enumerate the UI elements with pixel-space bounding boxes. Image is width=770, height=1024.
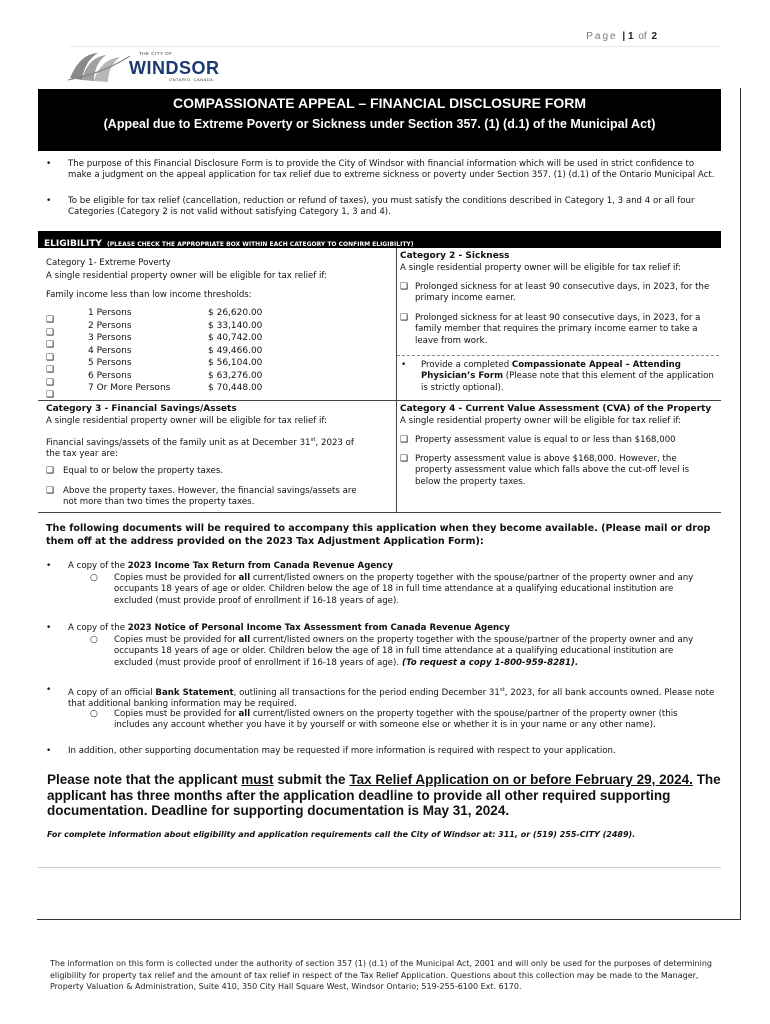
list-item bbox=[46, 357, 386, 375]
doc-bank-statement bbox=[68, 685, 718, 710]
cat1-amount: $ 33,140.00 bbox=[208, 320, 263, 331]
cat3-title: Category 3 - Financial Savings/Assets bbox=[46, 404, 237, 414]
cat2-physician-form bbox=[421, 360, 717, 394]
list-item bbox=[46, 307, 386, 325]
cat3-lead-b: , 2023 of bbox=[315, 437, 354, 448]
cat4-option-above: Property assessment value is above $168,000. However, the property assessment value which falls above the cut-off level is below the property taxes. bbox=[415, 454, 690, 487]
doc1-requirement bbox=[114, 573, 714, 607]
eligibility-heading: ELIGIBILITY bbox=[44, 239, 102, 249]
bullet-icon: • bbox=[46, 561, 52, 571]
intro-purpose: The purpose of this Financial Disclosure Form is to provide the City of Windsor with financial information which will be used in strict confidence to make a judgment on the appeal application for tax relief due to extreme sickness or poverty under Section 357. (1) (d.1) of the Ontario Municipal Act. bbox=[68, 159, 715, 181]
doc1-bold: 2023 Income Tax Return from Canada Revenue Agency bbox=[127, 561, 393, 571]
notice-p1: Please note that the applicant bbox=[47, 772, 242, 787]
cat3-lead bbox=[46, 435, 386, 460]
cat3-option-equal: Equal to or below the property taxes. bbox=[63, 466, 224, 476]
bullet-icon: • bbox=[46, 196, 52, 206]
cat1-desc: A single residential property owner will be eligible for tax relief if: bbox=[46, 271, 328, 281]
doc3-requirement bbox=[114, 709, 714, 732]
page-number: Page | 1 of 2 bbox=[586, 31, 657, 42]
cat1-persons: 3 Persons bbox=[88, 333, 132, 343]
title-band bbox=[38, 89, 721, 151]
doc-income-tax-return bbox=[68, 561, 718, 572]
checkbox-icon[interactable]: ❑ bbox=[400, 454, 409, 464]
logo-name: WINDSOR bbox=[129, 58, 220, 78]
circle-bullet-icon: ○ bbox=[90, 709, 98, 719]
doc1-sub-post: current/listed owners on the property together with the spouse/partner of the property owner and any occupants 18 years of age or older. Children below the age of 18 in full time attendance at a qualifying educational institution are excluded (must provide proof of enrollment if 16-18 years of age). bbox=[114, 573, 694, 606]
doc2-sub-phone: (To request a copy 1-800-959-8281). bbox=[399, 657, 579, 668]
doc1-sub-bold: all bbox=[238, 573, 251, 583]
doc-other-supporting: In addition, other supporting documentation may be requested if more information is required with respect to your application. bbox=[68, 746, 616, 756]
notice-p3: The applicant has three months after the application deadline to provide all other required supporting documentation. Deadline for supporting documentation is May 31, 2024. bbox=[47, 772, 721, 818]
checkbox-icon[interactable]: ❑ bbox=[46, 352, 55, 363]
page-current: 1 bbox=[627, 31, 634, 42]
doc2-requirement bbox=[114, 635, 714, 669]
list-item bbox=[46, 332, 386, 350]
logo-swoosh-icon bbox=[68, 50, 132, 84]
cat3-lead-sup: st bbox=[310, 437, 316, 443]
doc3-sup: st bbox=[499, 687, 505, 693]
logo-region: ONTARIO, CANADA bbox=[169, 77, 214, 82]
cat1-amount: $ 26,620.00 bbox=[208, 308, 263, 318]
cat1-threshold-list bbox=[46, 307, 386, 400]
intro-eligibility: To be eligible for tax relief (cancellation, reduction or refund of taxes), you must satisfy the conditions described in Category 1, 3 and 4 or all four Categories (Category 2 is not valid without satisfying Category 1, 3 and 4). bbox=[68, 196, 695, 218]
doc3-sub-post: current/listed owners on the property together with the spouse/partner of the property owner (this includes any account whether you have it by yourself or with someone else or whether it is in your name or any other name). bbox=[114, 709, 678, 731]
form-subtitle: (Appeal due to Extreme Poverty or Sickness under Section 357. (1) (d.1) of the Municipal Act) bbox=[103, 117, 656, 131]
doc1-pre: A copy of the bbox=[68, 561, 128, 571]
category-divider-horizontal bbox=[38, 400, 721, 401]
cat1-amount: $ 56,104.00 bbox=[208, 358, 263, 368]
cat2-physician-pre: Provide a completed bbox=[421, 360, 512, 370]
page-total: 2 bbox=[651, 31, 657, 42]
category-2-dotted-divider bbox=[397, 355, 719, 356]
cat1-title: Category 1- Extreme Poverty bbox=[46, 258, 171, 268]
doc3-post-a: , outlining all transactions for the period ending December 31 bbox=[233, 687, 500, 698]
eligibility-band bbox=[38, 231, 721, 248]
cat3-option-above: Above the property taxes. However, the financial savings/assets are not more than two times the property taxes. bbox=[63, 486, 357, 508]
cat2-option-primary: Prolonged sickness for at least 90 consecutive days, in 2023, for the primary income earner. bbox=[415, 282, 710, 304]
cat1-amount: $ 70,448.00 bbox=[208, 383, 263, 393]
checkbox-icon[interactable]: ❑ bbox=[46, 315, 55, 325]
cat1-persons: 5 Persons bbox=[88, 358, 132, 368]
cat2-desc: A single residential property owner will be eligible for tax relief if: bbox=[400, 263, 682, 273]
checkbox-icon[interactable]: ❑ bbox=[400, 313, 409, 323]
doc3-pre: A copy of an official bbox=[68, 687, 156, 698]
notice-must: must bbox=[241, 772, 274, 787]
checkbox-icon[interactable]: ❑ bbox=[46, 390, 55, 400]
category-divider-bottom bbox=[38, 512, 721, 513]
cat3-desc: A single residential property owner will be eligible for tax relief if: bbox=[46, 416, 328, 426]
cat1-amount: $ 49,466.00 bbox=[208, 345, 263, 356]
doc2-sub-post: current/listed owners on the property together with the spouse/partner of the property owner and any occupants 18 years of age or older. Children below the age of 18 in full time attendance at a qualifying educational institution are excluded (must provide proof of enrollment if 16-18 years of age). bbox=[114, 635, 694, 668]
circle-bullet-icon: ○ bbox=[90, 573, 98, 583]
list-item bbox=[46, 382, 386, 400]
doc1-sub-pre: Copies must be provided for bbox=[114, 573, 239, 583]
checkbox-icon[interactable]: ❑ bbox=[400, 435, 409, 445]
city-logo bbox=[68, 50, 228, 84]
cat3-lead-c: the tax year are: bbox=[46, 449, 118, 460]
cat2-physician-bold: Compassionate Appeal – Attending Physician’s Form bbox=[421, 360, 681, 382]
cat1-persons: 4 Persons bbox=[88, 345, 132, 356]
cat2-title: Category 2 - Sickness bbox=[400, 251, 510, 261]
doc3-sub-bold: all bbox=[238, 709, 251, 719]
page-label: Page bbox=[586, 31, 618, 42]
doc2-sub-bold: all bbox=[238, 635, 251, 645]
doc3-post-b: , 2023, for all bank accounts owned. Please note that additional banking information may be required. bbox=[68, 687, 715, 710]
checkbox-icon[interactable]: ❑ bbox=[46, 340, 55, 350]
doc3-sub-pre: Copies must be provided for bbox=[114, 709, 239, 719]
checkbox-icon[interactable]: ❑ bbox=[400, 282, 409, 292]
checkbox-icon[interactable]: ❑ bbox=[46, 486, 55, 496]
header-rule bbox=[70, 46, 720, 47]
cat1-amount: $ 63,276.00 bbox=[208, 370, 263, 381]
cat2-option-family: Prolonged sickness for at least 90 consecutive days, in 2023, for a family member that requires the primary income earner to take a leave from work. bbox=[415, 313, 701, 346]
notice-p2: submit the bbox=[273, 772, 350, 787]
cat2-physician-post: (Please note that this element of the application is strictly optional). bbox=[421, 371, 714, 393]
form-title: COMPASSIONATE APPEAL – FINANCIAL DISCLOSURE FORM bbox=[172, 95, 587, 111]
category-divider-vertical bbox=[396, 248, 397, 512]
bullet-icon: • bbox=[46, 623, 52, 633]
notice-application-deadline: Tax Relief Application on or before February 29, 2024. bbox=[349, 772, 693, 787]
doc2-sub-pre: Copies must be provided for bbox=[114, 635, 239, 645]
contact-info: For complete information about eligibility and application requirements call the City of Windsor at: 311, or (519) 255-CITY (2489). bbox=[47, 830, 636, 839]
cat1-persons: 2 Persons bbox=[88, 320, 132, 331]
doc-notice-of-assessment bbox=[68, 623, 718, 634]
logo-city: THE CITY OF bbox=[139, 51, 173, 56]
cat4-title: Category 4 - Current Value Assessment (CVA) of the Property bbox=[400, 404, 712, 414]
cat1-persons: 7 Or More Persons bbox=[88, 383, 171, 393]
cat1-amount: $ 40,742.00 bbox=[208, 333, 263, 343]
bullet-icon: • bbox=[46, 159, 52, 169]
bullet-icon: • bbox=[46, 746, 52, 756]
circle-bullet-icon: ○ bbox=[90, 635, 98, 645]
cat1-lead: Family income less than low income thresholds: bbox=[46, 290, 252, 300]
inner-divider bbox=[38, 867, 721, 868]
bullet-icon: • bbox=[401, 360, 407, 370]
cat1-persons: 1 Persons bbox=[88, 308, 132, 318]
doc2-bold: 2023 Notice of Personal Income Tax Assessment from Canada Revenue Agency bbox=[127, 623, 510, 633]
checkbox-icon[interactable]: ❑ bbox=[46, 377, 55, 388]
documents-intro: The following documents will be required to accompany this application when they become available. (Please mail or drop them off at the address provided on the 2023 Tax Adjustment Application Form): bbox=[46, 523, 711, 547]
eligibility-note: (PLEASE CHECK THE APPROPRIATE BOX WITHIN EACH CATEGORY TO CONFIRM ELIGIBILITY) bbox=[107, 241, 414, 248]
deadline-notice bbox=[47, 772, 727, 819]
privacy-footer: The information on this form is collected under the authority of section 357 (1) (d.1) of the Municipal Act, 2001 and will only be used for the purposes of determining eligibility for property tax relief and the amount of tax relief in respect of the Tax Relief Application. Questions about this collection may be made to the Manager, Property Valuation & Administration, Suite 410, 350 City Hall Square West, Windsor Ontario; 519-255-6100 Ext. 6170. bbox=[50, 959, 712, 991]
cat4-option-equal: Property assessment value is equal to or less than $168,000 bbox=[415, 435, 676, 445]
bullet-icon: • bbox=[46, 685, 52, 695]
checkbox-icon[interactable]: ❑ bbox=[46, 466, 55, 476]
cat3-lead-a: Financial savings/assets of the family unit as at December 31 bbox=[46, 437, 311, 448]
checkbox-icon[interactable]: ❑ bbox=[46, 327, 55, 338]
cat1-persons: 6 Persons bbox=[88, 370, 132, 381]
doc2-pre: A copy of the bbox=[68, 623, 128, 633]
checkbox-icon[interactable]: ❑ bbox=[46, 365, 55, 375]
page-of: of bbox=[638, 31, 647, 42]
cat4-desc: A single residential property owner will be eligible for tax relief if: bbox=[400, 416, 682, 426]
doc3-bold: Bank Statement bbox=[155, 687, 234, 698]
